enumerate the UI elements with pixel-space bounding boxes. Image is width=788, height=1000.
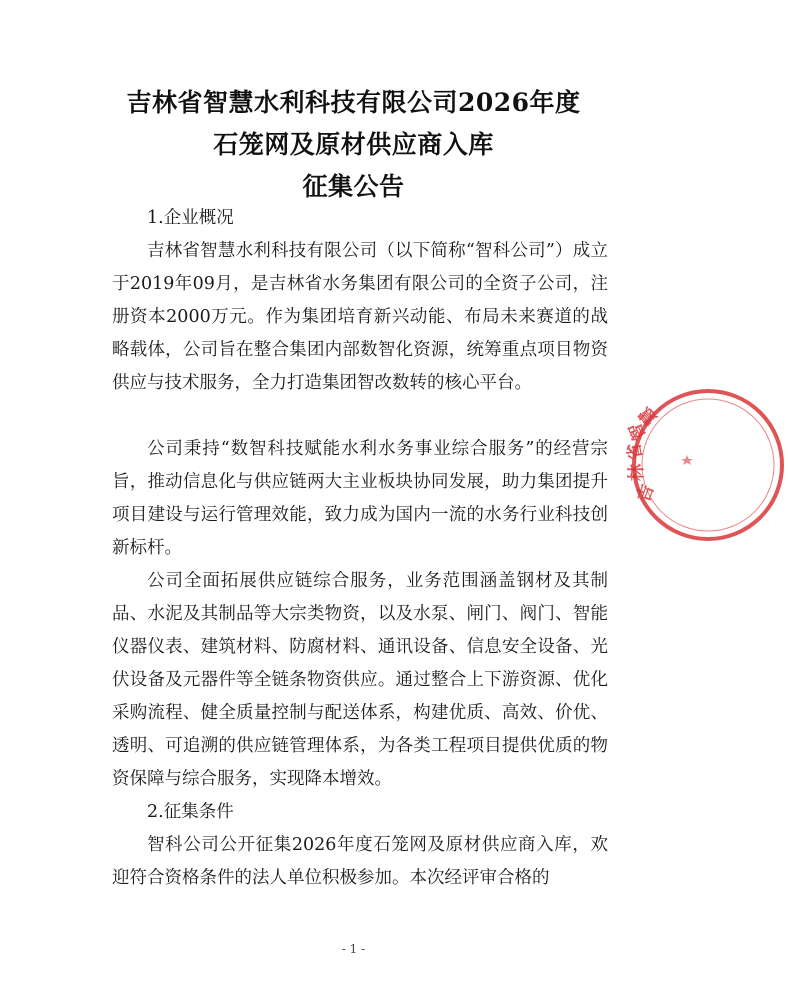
seal-char-1: 吉 xyxy=(633,481,659,505)
section-2-heading: 2.征集条件 xyxy=(147,802,234,822)
seal-char-4: 智 xyxy=(625,419,651,444)
title-line-2: 石笼网及原材供应商入库 xyxy=(213,130,494,159)
section-1-heading: 1.企业概况 xyxy=(147,208,234,228)
seal-star xyxy=(681,455,693,465)
section-1-paragraph-1: 吉林省智慧水利科技有限公司（以下简称“智科公司”）成立于2019年09月，是吉林省水务集团有限公司的全资子公司，注册资本2000万元。作为集团培育新兴动能、布局未来赛道的战略载体，公司旨在整合集团内部数智化资源，统筹重点项目物资供应与技术服务，全力打造集团智改数转的核心平台。 xyxy=(112,241,608,393)
title-line-1: 吉林省智慧水利科技有限公司2026年度 xyxy=(126,88,581,117)
title-line-3: 征集公告 xyxy=(302,172,405,201)
seal-inner-ring xyxy=(642,399,774,531)
page-number: - 1 - xyxy=(341,942,366,956)
section-1-paragraph-2: 公司秉持“数智科技赋能水利水务事业综合服务”的经营宗旨，推动信息化与供应链两大主业板块协同发展，助力集团提升项目建设与运行管理效能，致力成为国内一流的水务行业科技创新标杆。 xyxy=(112,439,608,558)
seal-char-5: 慧 xyxy=(635,402,662,429)
section-2-paragraph-1: 智科公司公开征集2026年度石笼网及原材供应商入库，欢迎符合资格条件的法人单位积极参加。本次经评审合格的 xyxy=(112,835,608,888)
company-seal-stamp xyxy=(624,385,788,545)
section-1-paragraph-3: 公司全面拓展供应链综合服务，业务范围涵盖钢材及其制品、水泥及其制品等大宗类物资，以及水泵、闸门、阀门、智能仪器仪表、建筑材料、防腐材料、通讯设备、信息安全设备、光伏设备及元器件等全链条物资供应。通过整合上下游资源、优化采购流程、健全质量控制与配送体系，构建优质、高效、价优、透明、可追溯的供应链管理体系，为各类工程项目提供优质的物资保障与综合服务，实现降本增效。 xyxy=(112,571,608,789)
seal-char-2: 林 xyxy=(627,464,647,481)
seal-char-3: 省 xyxy=(624,441,647,462)
